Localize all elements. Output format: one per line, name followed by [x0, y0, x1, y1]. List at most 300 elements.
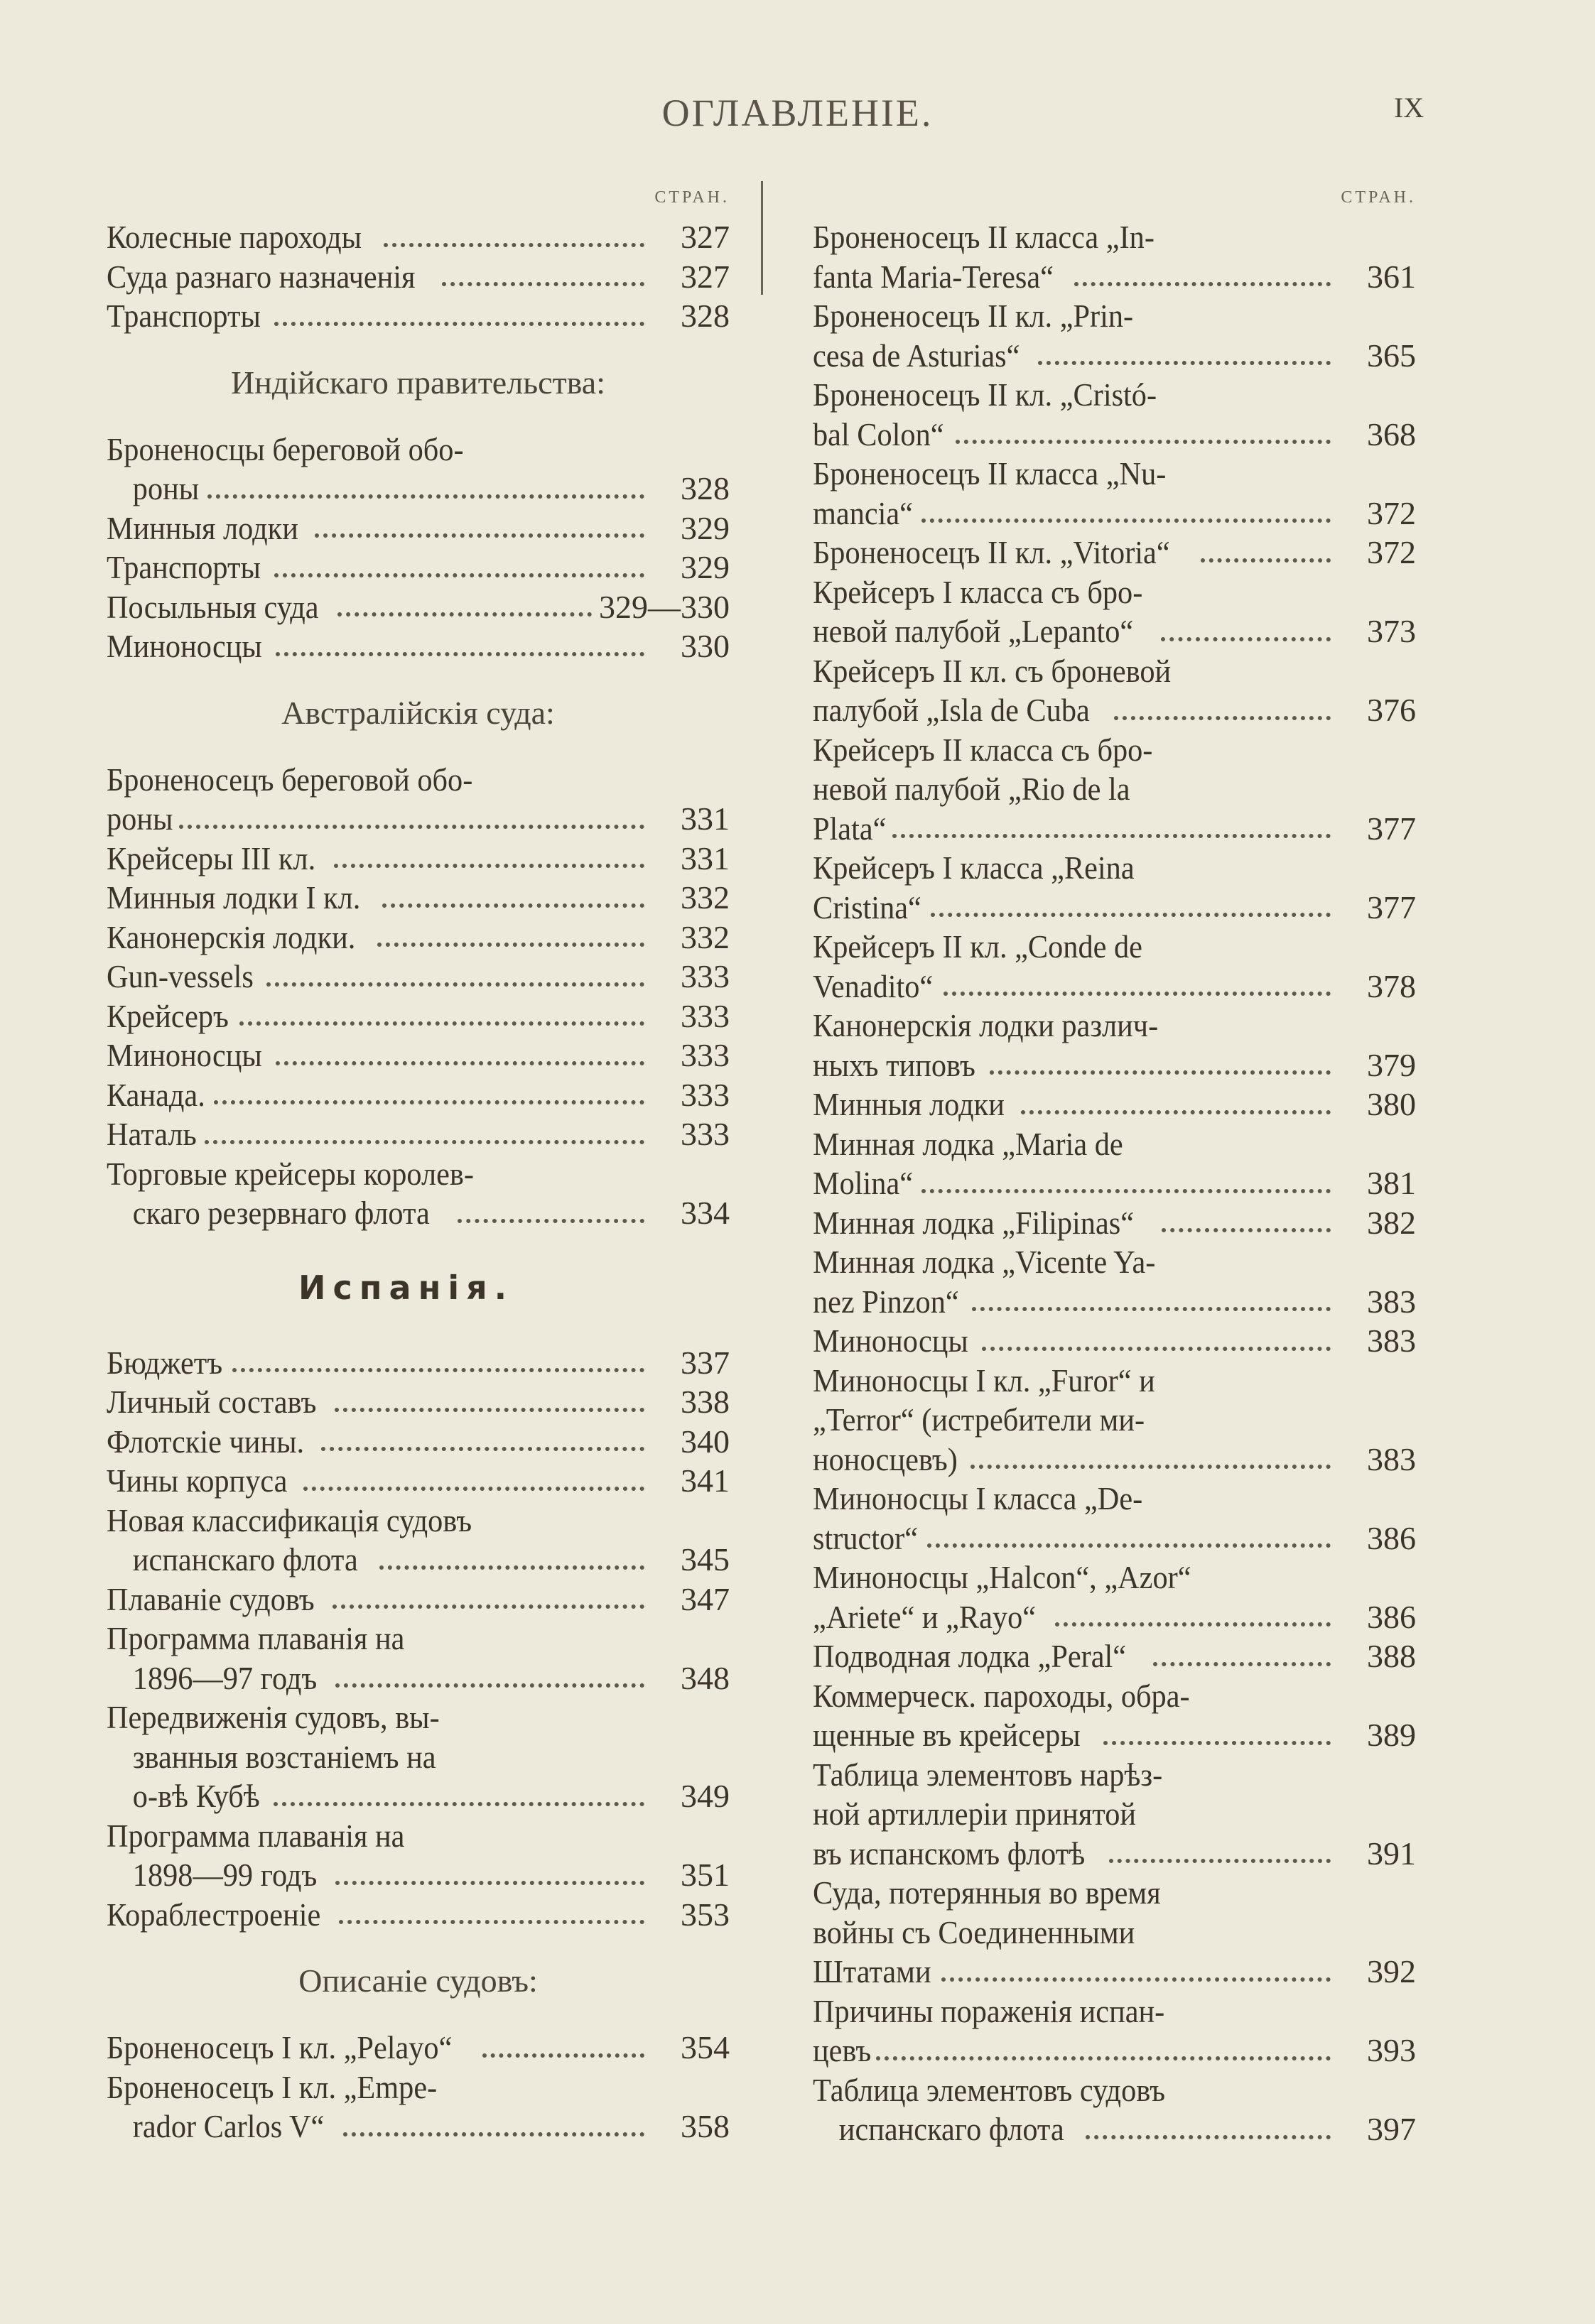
toc-entry	[107, 2068, 730, 2146]
dot-leader	[276, 1036, 644, 1065]
toc-entry-line	[813, 1873, 1416, 1913]
entry-title: войны съ Соединенными	[813, 1913, 1135, 1950]
toc-entry-line	[813, 454, 1416, 494]
entry-page-number: 340	[681, 1423, 730, 1460]
toc-entry-line	[107, 1737, 730, 1777]
entry-title: 1898—99 годъ	[132, 1857, 318, 1893]
toc-entry-line	[107, 2107, 730, 2146]
entry-title: Миноносцы I класса „De-	[813, 1480, 1143, 1516]
entry-title: невой палубой „Rio de la	[813, 771, 1130, 807]
toc-entry	[107, 1343, 730, 1383]
toc-entry	[107, 1580, 730, 1619]
entry-title: Штатами	[813, 1953, 931, 1989]
entry-title: Коммерческ. пароходы, обра-	[813, 1677, 1190, 1714]
toc-entry	[107, 2028, 730, 2068]
toc-entry-line	[813, 651, 1416, 691]
dot-leader	[321, 1422, 644, 1452]
toc-entry	[813, 2070, 1416, 2149]
entry-title: Торговые крейсеры королев-	[107, 1155, 474, 1192]
toc-entry	[107, 1422, 730, 1462]
toc-entry-line	[107, 1776, 730, 1816]
toc-entry-line	[813, 848, 1416, 888]
page-title: ОГЛАВЛЕНІЕ.	[661, 92, 934, 134]
dot-leader	[1109, 1834, 1331, 1864]
entry-page-number: 351	[681, 1857, 730, 1893]
toc-entry-line	[107, 1619, 730, 1658]
dot-leader	[303, 1461, 644, 1491]
dot-leader	[1201, 533, 1331, 563]
entry-page-number: 377	[1367, 889, 1416, 925]
toc-entry-line	[107, 760, 730, 800]
toc-entry	[813, 1992, 1416, 2070]
dot-leader	[982, 1321, 1331, 1351]
toc-entry-line	[107, 2028, 730, 2068]
toc-entry-line	[107, 1501, 730, 1541]
toc-entry-line	[813, 1952, 1416, 1992]
entry-page-number: 329	[681, 509, 730, 546]
toc-entry-line	[813, 296, 1416, 336]
toc-entry-line	[107, 296, 730, 336]
entry-page-number: 377	[1367, 810, 1416, 847]
toc-entry-line	[813, 572, 1416, 612]
toc-entry	[813, 1676, 1416, 1755]
entry-title: mancia“	[813, 494, 913, 531]
toc-entry-line	[107, 799, 730, 839]
dot-leader	[1021, 1085, 1331, 1114]
toc-entry-line	[813, 927, 1416, 967]
toc-entry	[813, 1479, 1416, 1558]
entry-title: испанскаго флота	[838, 2111, 1064, 2147]
toc-entry-line	[813, 809, 1416, 849]
toc-entry	[813, 1242, 1416, 1321]
entry-page-number: 338	[681, 1384, 730, 1420]
entry-title: Минная лодка „Maria de	[813, 1125, 1123, 1162]
toc-entry-line	[813, 1361, 1416, 1401]
entry-title: 1896—97 годъ	[132, 1659, 318, 1696]
toc-entry-line	[107, 587, 730, 627]
entry-title: Наталь	[107, 1116, 197, 1152]
toc-entry	[107, 878, 730, 918]
entry-title: Причины пораженія испан-	[813, 1992, 1165, 2029]
entry-title: званныя возстаніемъ на	[132, 1738, 436, 1775]
toc-entry-line	[107, 1658, 730, 1698]
toc-entry	[813, 1755, 1416, 1874]
entry-title: Таблица элементовъ нарѣз-	[813, 1756, 1163, 1793]
dot-leader	[377, 918, 644, 947]
entry-title: Крейсеръ I класса „Reina	[813, 849, 1135, 886]
dot-leader	[1162, 1203, 1331, 1233]
toc-entry	[813, 1873, 1416, 1992]
entry-title: Броненосецъ береговой обо-	[107, 761, 473, 798]
toc-entry	[813, 1321, 1416, 1361]
entry-page-number: 332	[681, 918, 730, 955]
entry-title: bal Colon“	[813, 416, 944, 452]
entry-title: Крейсеръ II класса съ бро-	[813, 731, 1153, 768]
toc-entry	[107, 430, 730, 509]
entry-page-number: 328	[681, 470, 730, 506]
toc-entry-line	[813, 1479, 1416, 1519]
entry-title: скаго резервнаго флота	[132, 1195, 430, 1231]
entry-page-number: 327	[681, 219, 730, 255]
dot-leader	[382, 878, 644, 908]
toc-entry-line	[813, 257, 1416, 297]
entry-title: ной артиллеріи принятой	[813, 1796, 1137, 1832]
entry-title: палубой „Isla de Cuba	[813, 692, 1090, 728]
dot-leader	[274, 296, 644, 326]
dot-leader	[179, 799, 644, 829]
entry-title: Броненосцы береговой обо-	[107, 430, 464, 467]
toc-entry	[107, 217, 730, 257]
entry-page-number: 368	[1367, 416, 1416, 452]
toc-entry-line	[107, 839, 730, 879]
toc-entry-line	[107, 878, 730, 918]
toc-entry	[107, 1114, 730, 1154]
toc-entry	[813, 1558, 1416, 1636]
entry-title: Программа плаванія на	[107, 1620, 405, 1656]
entry-title: невой палубой „Lepanto“	[813, 613, 1134, 649]
toc-entry	[107, 760, 730, 839]
entry-page-number: 392	[1367, 1953, 1416, 1989]
entry-page-number: 372	[1367, 494, 1416, 531]
toc-entry-line	[107, 1698, 730, 1737]
entry-title: Минная лодка „Vicente Ya-	[813, 1244, 1156, 1280]
dot-leader	[337, 587, 592, 617]
toc-entry	[813, 454, 1416, 533]
entry-page-number: 391	[1367, 1835, 1416, 1872]
dot-leader	[274, 1776, 644, 1806]
entry-title: ныхъ типовъ	[813, 1046, 975, 1083]
entry-page-number: 383	[1367, 1323, 1416, 1359]
toc-entry	[813, 533, 1416, 572]
toc-entry	[107, 1619, 730, 1698]
toc-entry-line	[813, 1794, 1416, 1834]
entry-title: Минныя лодки I кл.	[107, 879, 361, 916]
entry-page-number: 345	[681, 1541, 730, 1578]
dot-leader	[335, 1855, 644, 1885]
toc-left-column	[107, 178, 730, 2146]
toc-entry	[107, 1698, 730, 1816]
entry-title: Программа плаванія на	[107, 1817, 405, 1854]
dot-leader	[205, 1114, 644, 1144]
toc-entry-line	[813, 1440, 1416, 1479]
entry-title: Передвиженія судовъ, вы-	[107, 1699, 440, 1735]
entry-title: Плаваніе судовъ	[107, 1580, 315, 1617]
toc-entry	[107, 548, 730, 587]
entry-title: Минныя лодки	[813, 1086, 1005, 1122]
toc-entry-line	[107, 257, 730, 297]
toc-entry-line	[107, 2068, 730, 2107]
dot-leader	[458, 1193, 644, 1223]
toc-entry-line	[813, 1046, 1416, 1085]
entry-page-number: 330	[681, 628, 730, 664]
entry-page-number: 347	[681, 1580, 730, 1617]
toc-entry	[813, 217, 1416, 296]
dot-leader	[315, 509, 644, 538]
entry-title: nez Pinzon“	[813, 1283, 959, 1320]
toc-entry	[107, 509, 730, 548]
dot-leader	[335, 1658, 644, 1688]
entry-page-number: 327	[681, 258, 730, 295]
dot-leader	[384, 217, 644, 247]
entry-page-number: 381	[1367, 1165, 1416, 1201]
page-column-label: СТРАН.	[1341, 188, 1416, 207]
toc-entry	[107, 587, 730, 627]
entry-page-number: 354	[681, 2029, 730, 2065]
toc-entry-line	[107, 1036, 730, 1075]
entry-title: Броненосецъ I кл. „Empe-	[107, 2068, 438, 2105]
dot-leader	[214, 1075, 644, 1105]
toc-entry	[813, 927, 1416, 1006]
toc-entry-line	[813, 336, 1416, 376]
dot-leader	[1161, 612, 1331, 641]
entry-page-number: 389	[1367, 1717, 1416, 1753]
entry-title: Крейсеръ	[107, 997, 229, 1034]
column-divider	[761, 181, 763, 295]
entry-page-number: 382	[1367, 1204, 1416, 1241]
toc-entry-line	[813, 1400, 1416, 1440]
dot-leader	[1103, 1715, 1331, 1745]
toc-entry-line	[813, 375, 1416, 415]
toc-entry	[813, 375, 1416, 454]
entry-page-number: 353	[681, 1896, 730, 1933]
toc-entry-line	[107, 509, 730, 548]
toc-entry-line	[107, 1382, 730, 1422]
entry-page-number: 348	[681, 1659, 730, 1696]
entry-title: Транспорты	[107, 298, 261, 334]
dot-leader	[931, 888, 1331, 918]
entry-page-number: 341	[681, 1462, 730, 1499]
entry-page-number: 333	[681, 958, 730, 994]
entry-title: Броненосецъ II кл. „Cristó-	[813, 376, 1157, 413]
entry-page-number: 329—330	[599, 588, 730, 625]
toc-entry	[107, 957, 730, 997]
entry-page-number: 365	[1367, 337, 1416, 374]
toc-entry-line	[107, 1540, 730, 1580]
entry-page-number: 334	[681, 1195, 730, 1231]
toc-entry	[107, 1816, 730, 1895]
entry-page-number: 328	[681, 298, 730, 334]
toc-entry-line	[107, 1075, 730, 1115]
entry-title: Минныя лодки	[107, 509, 298, 546]
toc-entry	[107, 257, 730, 297]
entry-title: Cristina“	[813, 889, 921, 925]
dot-leader	[921, 494, 1331, 523]
entry-page-number: 333	[681, 1037, 730, 1073]
toc-entry	[813, 1203, 1416, 1243]
entry-title: fanta Maria-Teresa“	[813, 258, 1054, 295]
toc-entry	[813, 1361, 1416, 1479]
toc-entry-line	[813, 415, 1416, 455]
toc-entry-line	[107, 548, 730, 587]
toc-entry-line	[107, 1114, 730, 1154]
entry-page-number: 378	[1367, 967, 1416, 1004]
section-heading: Индійскаго правительства:	[230, 364, 605, 401]
toc-entry	[107, 1461, 730, 1501]
toc-entry	[107, 1154, 730, 1233]
dot-leader	[232, 1343, 644, 1373]
dot-leader	[1086, 2109, 1331, 2139]
entry-page-number: 331	[681, 800, 730, 837]
entry-page-number: 373	[1367, 613, 1416, 649]
entry-title: Новая классификація судовъ	[107, 1502, 472, 1538]
dot-leader	[990, 1046, 1331, 1075]
toc-entry	[107, 1075, 730, 1115]
dot-leader	[239, 997, 644, 1026]
toc-entry	[107, 997, 730, 1036]
entry-page-number: 331	[681, 840, 730, 876]
dot-leader	[276, 626, 644, 656]
entry-title: Крейсеры III кл.	[107, 840, 316, 876]
entry-title: Броненосецъ II класса „Nu-	[813, 455, 1167, 492]
toc-entry-line	[813, 1124, 1416, 1164]
dot-leader	[482, 2028, 644, 2058]
dot-leader	[941, 1952, 1331, 1982]
dot-leader	[207, 469, 644, 499]
toc-entry	[813, 651, 1416, 730]
toc-entry	[107, 296, 730, 336]
entry-title: Таблица элементовъ судовъ	[813, 2071, 1166, 2108]
toc-entry-line	[107, 1816, 730, 1856]
entry-page-number: 386	[1367, 1598, 1416, 1635]
toc-entry	[813, 1006, 1416, 1085]
toc-entry-line	[813, 888, 1416, 928]
toc-entry-line	[813, 533, 1416, 572]
toc-entry-line	[813, 1085, 1416, 1124]
toc-entry	[813, 848, 1416, 927]
entry-title: ноносцевъ)	[813, 1440, 958, 1477]
toc-entry-line	[107, 1580, 730, 1619]
toc-entry-line	[813, 217, 1416, 257]
toc-entry-line	[107, 1855, 730, 1895]
entry-page-number: 386	[1367, 1519, 1416, 1556]
toc-entry-line	[813, 1203, 1416, 1243]
toc-entry-line	[107, 1343, 730, 1383]
entry-page-number: 333	[681, 997, 730, 1034]
entry-title: Минная лодка „Filipinas“	[813, 1204, 1134, 1241]
entry-page-number: 333	[681, 1116, 730, 1152]
dot-leader	[332, 1580, 644, 1609]
toc-entry-line	[107, 1193, 730, 1233]
toc-entry-line	[813, 1636, 1416, 1676]
toc-entry-line	[813, 1282, 1416, 1322]
entry-page-number: 393	[1367, 2032, 1416, 2068]
entry-title: Миноносцы	[107, 628, 262, 664]
toc-entry	[107, 1382, 730, 1422]
entry-title: Миноносцы	[813, 1323, 968, 1359]
entry-title: Колесные пароходы	[107, 219, 362, 255]
entry-title: Миноносцы	[107, 1037, 262, 1073]
toc-entry-line	[107, 1422, 730, 1462]
toc-entry	[813, 572, 1416, 651]
toc-entry-line	[813, 1519, 1416, 1558]
entry-title: cesa de Asturias“	[813, 337, 1020, 374]
dot-leader	[1074, 257, 1331, 287]
dot-leader	[944, 967, 1331, 997]
toc-entry-line	[107, 217, 730, 257]
toc-entry	[107, 1895, 730, 1935]
entry-page-number: 337	[681, 1344, 730, 1381]
toc-entry-line	[813, 1992, 1416, 2031]
dot-leader	[970, 1440, 1331, 1470]
toc-entry-line	[813, 769, 1416, 809]
dot-leader	[379, 1540, 644, 1570]
toc-entry-line	[107, 957, 730, 997]
toc-entry-line	[813, 1913, 1416, 1953]
entry-title: Посыльныя суда	[107, 588, 319, 625]
entry-title: Крейсеръ I класса съ бро-	[813, 573, 1143, 610]
entry-title: Суда разнаго назначенія	[107, 258, 416, 295]
entry-title: structor“	[813, 1519, 919, 1556]
entry-title: роны	[132, 470, 200, 506]
entry-title: Molina“	[813, 1165, 914, 1201]
toc-entry-line	[107, 430, 730, 469]
toc-entry-line	[813, 1676, 1416, 1716]
dot-leader	[1038, 336, 1331, 366]
entry-title: „Ariete“ и „Rayo“	[813, 1598, 1037, 1635]
toc-entry-line	[813, 494, 1416, 533]
toc-entry-line	[813, 730, 1416, 770]
country-heading: Испанія.	[298, 1268, 514, 1307]
dot-leader	[334, 839, 644, 869]
dot-leader	[442, 257, 644, 287]
toc-entry-line	[813, 612, 1416, 651]
entry-title: rador Carlos V“	[132, 2108, 325, 2144]
entry-title: Кораблестроеніе	[107, 1896, 321, 1933]
toc-entry-line	[813, 1163, 1416, 1203]
entry-page-number: 380	[1367, 1086, 1416, 1122]
entry-page-number: 358	[681, 2108, 730, 2144]
toc-right-column	[813, 178, 1416, 2149]
toc-entry-line	[813, 1597, 1416, 1637]
entry-title: Броненосецъ II кл. „Prin-	[813, 298, 1134, 334]
toc-entry	[107, 1036, 730, 1075]
entry-title: Канонерскія лодки различ-	[813, 1007, 1159, 1043]
entry-title: Plata“	[813, 810, 887, 847]
entry-title: Транспорты	[107, 549, 261, 585]
toc-entry	[813, 1636, 1416, 1676]
toc-entry	[107, 839, 730, 879]
page-number-roman: IX	[1394, 92, 1424, 124]
entry-page-number: 383	[1367, 1440, 1416, 1477]
toc-entry-line	[813, 1558, 1416, 1597]
toc-entry	[813, 296, 1416, 375]
entry-page-number: 379	[1367, 1046, 1416, 1083]
entry-page-number: 349	[681, 1778, 730, 1814]
dot-leader	[1153, 1636, 1331, 1666]
toc-entry-line	[813, 2109, 1416, 2149]
toc-entry-line	[813, 2070, 1416, 2110]
toc-entry	[813, 1124, 1416, 1203]
entry-page-number: 329	[681, 549, 730, 585]
entry-title: Подводная лодка „Peral“	[813, 1638, 1127, 1674]
entry-page-number: 397	[1367, 2111, 1416, 2147]
toc-entry-line	[107, 626, 730, 666]
toc-entry-line	[813, 2031, 1416, 2070]
entry-title: Броненосецъ II класса „In-	[813, 219, 1155, 255]
dot-leader	[921, 1163, 1331, 1193]
toc-entry-line	[107, 469, 730, 509]
toc-entry-line	[107, 1895, 730, 1935]
dot-leader	[892, 809, 1331, 839]
toc-entry-line	[813, 1006, 1416, 1046]
toc-entry-line	[813, 1242, 1416, 1282]
entry-title: Venadito“	[813, 967, 934, 1004]
section-heading: Австралійскія суда:	[281, 694, 555, 731]
entry-title: Миноносцы I кл. „Furor“ и	[813, 1362, 1155, 1399]
dot-leader	[339, 1895, 644, 1925]
entry-title: „Terror“ (истребители ми-	[813, 1401, 1145, 1438]
entry-title: Крейсеръ II кл. съ броневой	[813, 652, 1172, 689]
